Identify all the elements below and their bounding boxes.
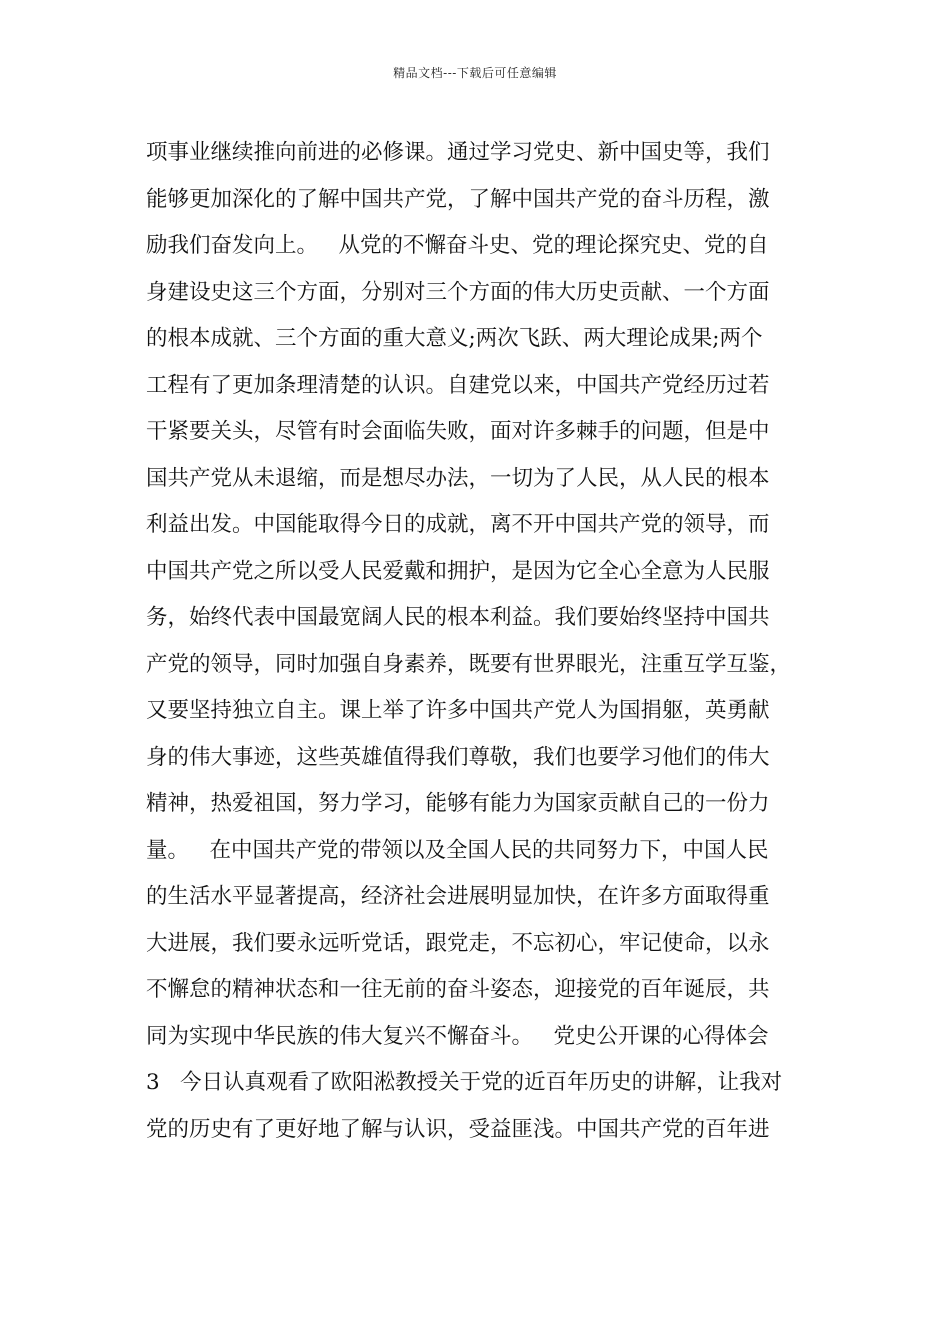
body-line: 3 今日认真观看了欧阳淞教授关于党的近百年历史的讲解，让我对 <box>146 1070 783 1095</box>
body-line: 励我们奋发向上。 从党的不懈奋斗史、党的理论探究史、党的自 <box>146 233 769 258</box>
body-line: 国共产党从未退缩，而是想尽办法，一切为了人民，从人民的根本 <box>146 465 770 491</box>
body-line: 务，始终代表中国最宽阔人民的根本利益。我们要始终坚持中国共 <box>146 605 770 630</box>
document-body <box>146 130 826 1153</box>
body-line: 又要坚持独立自主。课上举了许多中国共产党人为国捐躯，英勇献 <box>146 698 770 723</box>
body-line: 党的历史有了更好地了解与认识，受益匪浅。中国共产党的百年进 <box>146 1116 770 1142</box>
body-line: 身建设史这三个方面，分别对三个方面的伟大历史贡献、一个方面 <box>146 279 770 305</box>
body-line: 精神，热爱祖国，努力学习，能够有能力为国家贡献自己的一份力 <box>146 791 770 816</box>
body-line: 大进展，我们要永远听党话，跟党走，不忘初心，牢记使命，以永 <box>146 930 770 956</box>
page-header: 精品文档---下载后可任意编辑 <box>393 66 557 80</box>
body-line: 能够更加深化的了解中国共产党，了解中国共产党的奋斗历程，激 <box>146 186 770 212</box>
body-line: 产党的领导，同时加强自身素养，既要有世界眼光，注重互学互鉴， <box>146 651 792 677</box>
body-line: 利益出发。中国能取得今日的成就，离不开中国共产党的领导，而 <box>146 512 770 537</box>
body-line: 项事业继续推向前进的必修课。通过学习党史、新中国史等，我们 <box>146 140 770 165</box>
body-line: 中国共产党之所以受人民爱戴和拥护，是因为它全心全意为人民服 <box>146 558 770 584</box>
body-line: 的生活水平显著提高，经济社会进展明显加快，在许多方面取得重 <box>146 884 770 909</box>
body-line: 干紧要关头，尽管有时会面临失败，面对许多棘手的问题，但是中 <box>146 419 770 444</box>
body-line: 工程有了更加条理清楚的认识。自建党以来，中国共产党经历过若 <box>146 372 770 398</box>
body-line: 量。 在中国共产党的带领以及全国人民的共同努力下，中国人民 <box>146 837 769 863</box>
body-line: 不懈怠的精神状态和一往无前的奋斗姿态，迎接党的百年诞辰，共 <box>146 977 770 1002</box>
body-line: 的根本成就、三个方面的重大意义;两次飞跃、两大理论成果;两个 <box>146 326 763 351</box>
body-line: 身的伟大事迹，这些英雄值得我们尊敬，我们也要学习他们的伟大 <box>146 744 770 770</box>
body-line: 同为实现中华民族的伟大复兴不懈奋斗。 党史公开课的心得体会 <box>146 1023 769 1049</box>
